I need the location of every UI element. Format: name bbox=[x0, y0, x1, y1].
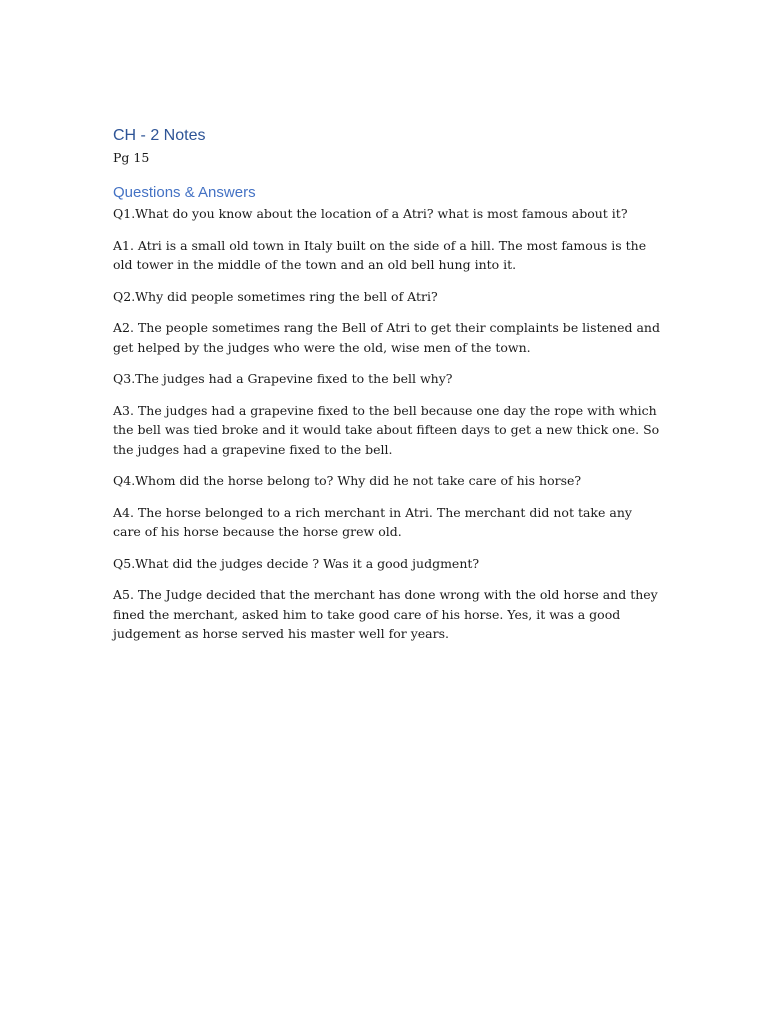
section-heading: Questions & Answers bbox=[113, 184, 256, 201]
document-title: CH - 2 Notes bbox=[113, 127, 206, 144]
answer-2: A2. The people sometimes rang the Bell of Atri to get their complaints be listened and get helped by the judges who were the old, wise men of the town. bbox=[113, 320, 660, 355]
answer-4: A4. The horse belonged to a rich merchant in Atri. The merchant did not take any care of his horse because the horse grew old. bbox=[113, 504, 632, 539]
answer-1: A1. Atri is a small old town in Italy built on the side of a hill. The most famous is the old tower in the middle of the town and an old bell hung into it. bbox=[113, 237, 647, 272]
qa-list bbox=[113, 204, 663, 644]
answer-3: A3. The judges had a grapevine fixed to the bell because one day the rope with which the bell was tied broke and it would take about fifteen days to get a new thick one. So the judges had a grapevine fixed to the bell. bbox=[113, 402, 660, 457]
question-2: Q2.Why did people sometimes ring the bell of Atri? bbox=[113, 288, 438, 304]
page-reference: Pg 15 bbox=[113, 150, 150, 165]
question-1: Q1.What do you know about the location of a Atri? what is most famous about it? bbox=[113, 206, 628, 221]
question-3: Q3.The judges had a Grapevine fixed to the bell why? bbox=[113, 371, 453, 386]
answer-5: A5. The Judge decided that the merchant has done wrong with the old horse and they fined the merchant, asked him to take good care of his horse. Yes, it was a good judgement as horse served his master well for years. bbox=[113, 587, 658, 641]
document-page bbox=[113, 124, 663, 656]
question-4: Q4.Whom did the horse belong to? Why did he not take care of his horse? bbox=[113, 473, 582, 488]
question-5: Q5.What did the judges decide ? Was it a good judgment? bbox=[113, 555, 480, 571]
